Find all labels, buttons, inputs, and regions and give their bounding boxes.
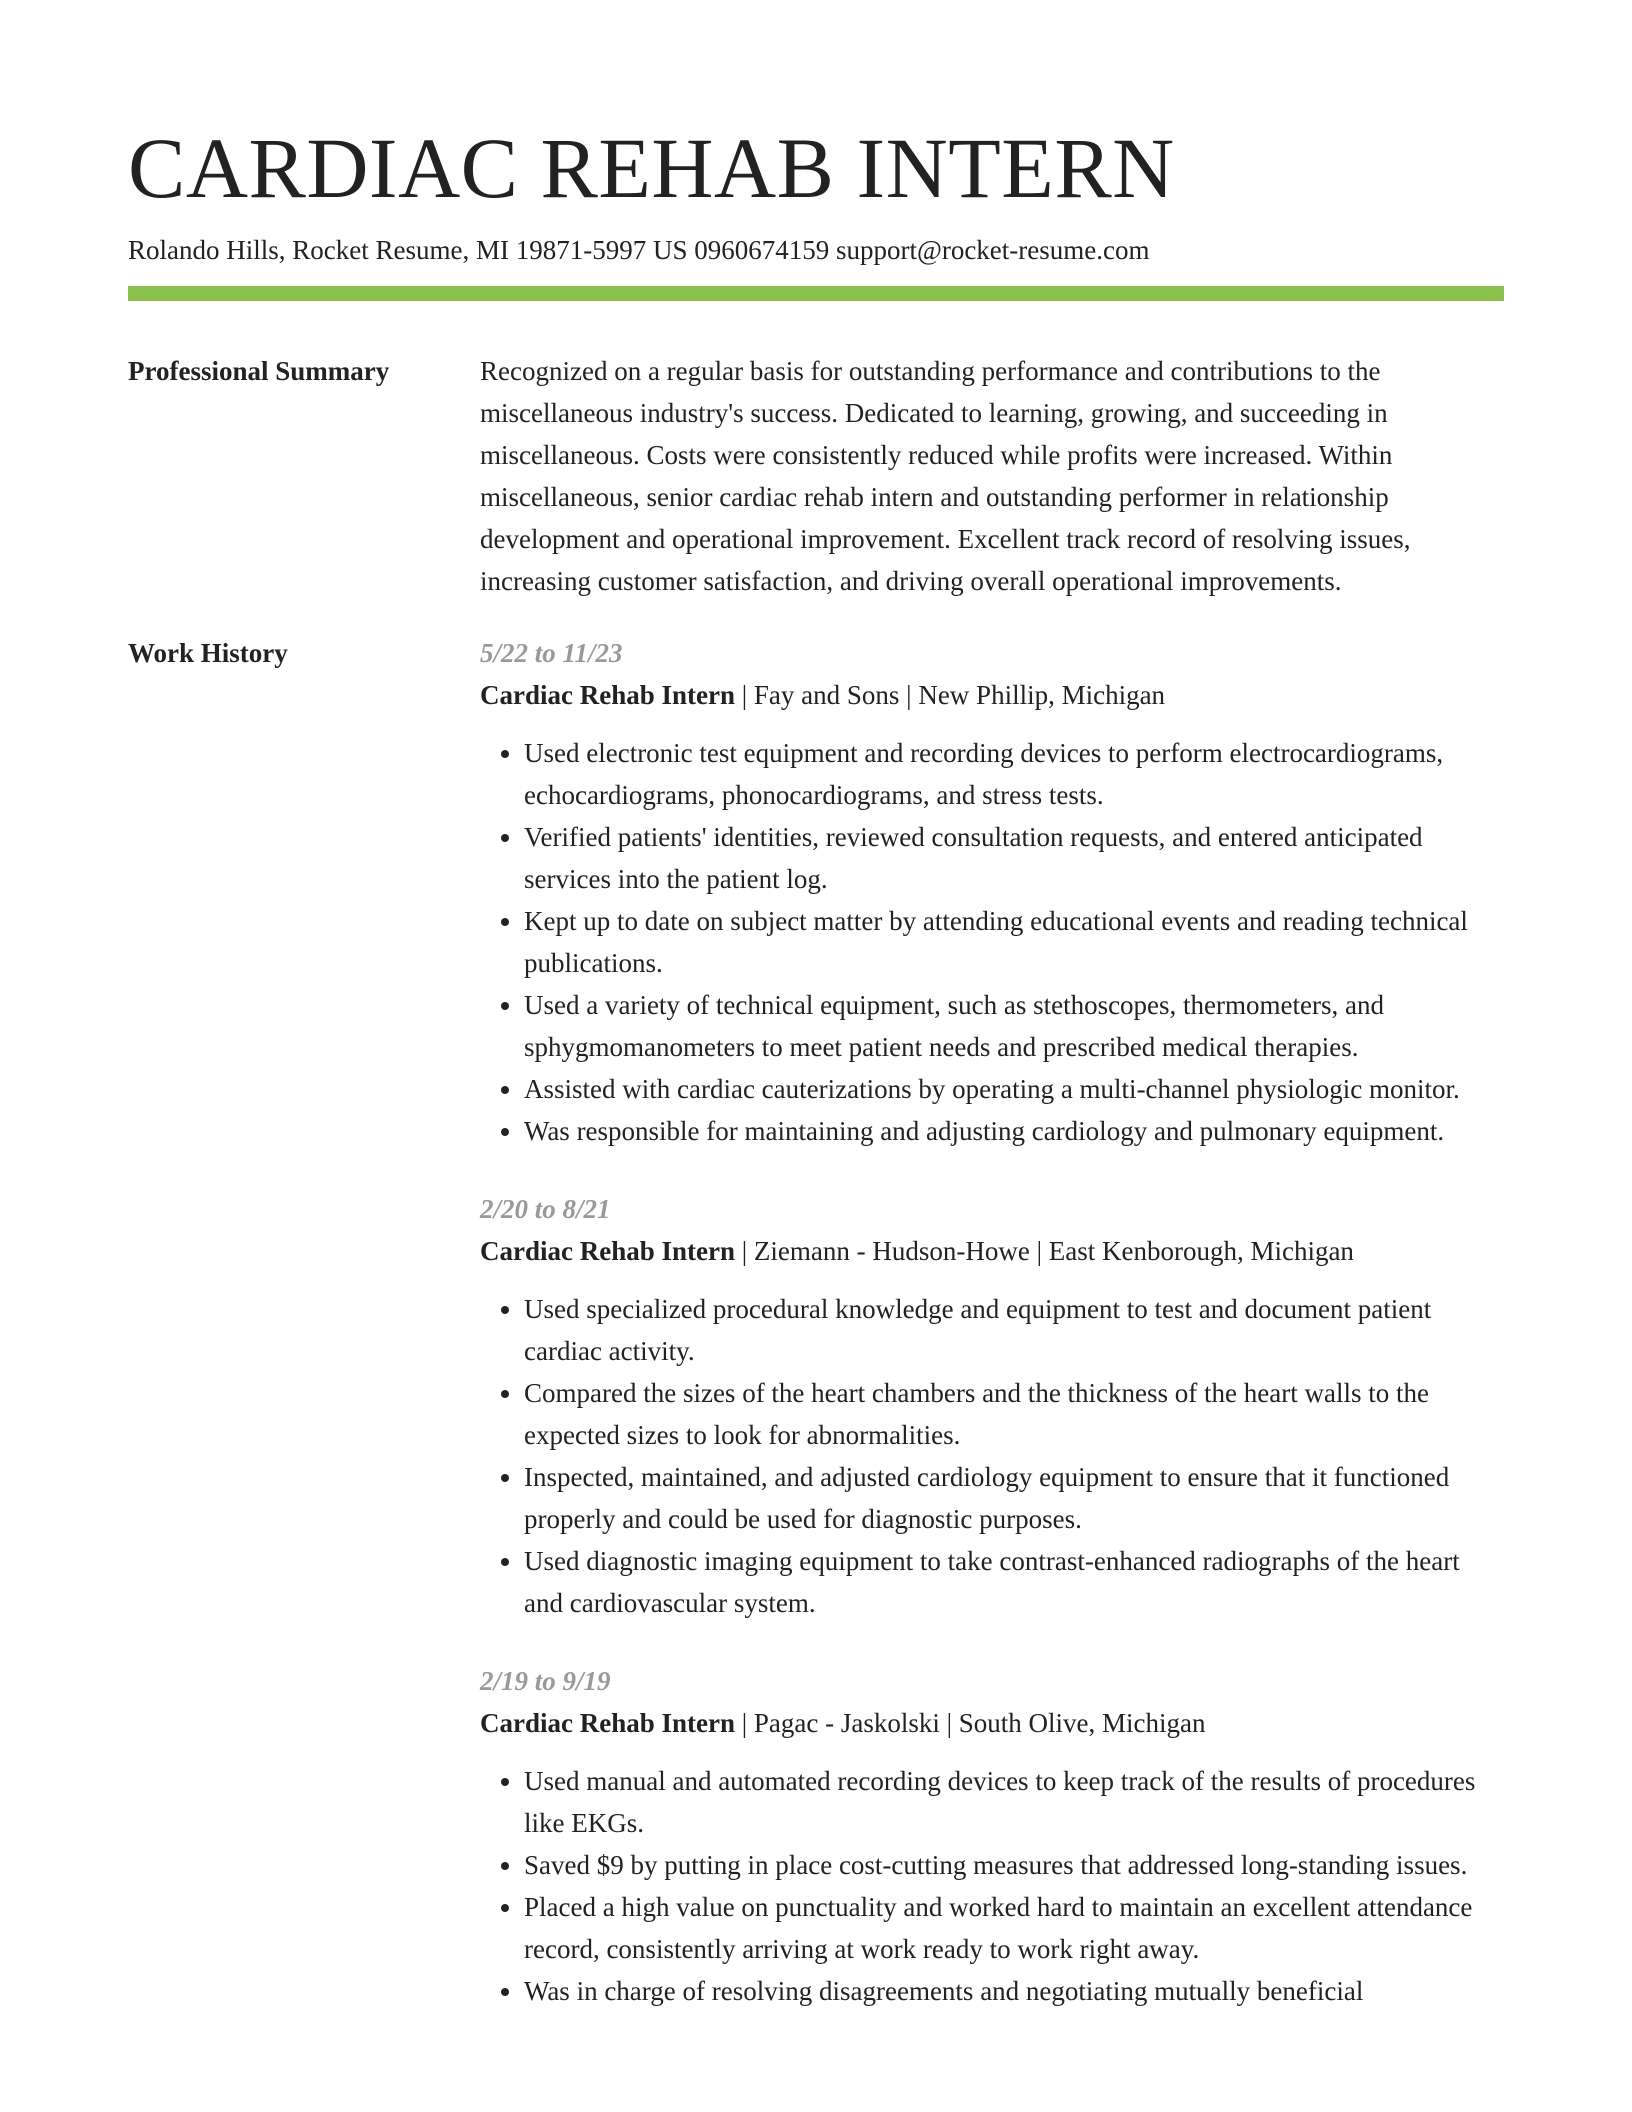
- job-bullet: • Verified patients' identities, reviewed consultation requests, and entered anticipated services into the patient log.: [524, 816, 1504, 900]
- job-details: | Fay and Sons | New Phillip, Michigan: [735, 680, 1166, 710]
- work-history-body: [480, 632, 1504, 2048]
- section-label-work-history: Work History: [128, 638, 288, 668]
- job-title: Cardiac Rehab Intern: [480, 680, 735, 710]
- section-label-summary: Professional Summary: [128, 356, 390, 386]
- candidate-name: CARDIAC REHAB INTERN: [128, 120, 1175, 216]
- job-bullet-list: [480, 732, 1504, 1152]
- job-bullet: • Kept up to date on subject matter by attending educational events and reading technical publications.: [524, 900, 1504, 984]
- job-details: | Ziemann - Hudson-Howe | East Kenborough, Michigan: [735, 1236, 1354, 1266]
- job-bullet: • Used a variety of technical equipment, such as stethoscopes, thermometers, and sphygmomanometers to meet patient needs and prescribed medical therapies.: [524, 984, 1504, 1068]
- job-bullet: • Assisted with cardiac cauterizations by operating a multi-channel physiologic monitor.: [524, 1068, 1504, 1110]
- job-bullet-list: [480, 1288, 1504, 1624]
- job-entry: [480, 632, 1504, 1152]
- job-bullet: • Used diagnostic imaging equipment to take contrast-enhanced radiographs of the heart and cardiovascular system.: [524, 1540, 1504, 1624]
- job-title-line: [480, 1702, 1504, 1744]
- job-details: | Pagac - Jaskolski | South Olive, Michigan: [735, 1708, 1206, 1738]
- job-entry: [480, 1660, 1504, 2012]
- job-title-line: [480, 674, 1504, 716]
- job-bullet: • Was in charge of resolving disagreements and negotiating mutually beneficial: [524, 1970, 1504, 2012]
- job-dates: 2/20 to 8/21: [480, 1194, 611, 1224]
- contact-line: Rolando Hills, Rocket Resume, MI 19871-5997 US 0960674159 support@rocket-resume.com: [128, 235, 1150, 265]
- job-bullet: • Was responsible for maintaining and adjusting cardiology and pulmonary equipment.: [524, 1110, 1504, 1152]
- job-bullet: • Used manual and automated recording devices to keep track of the results of procedures like EKGs.: [524, 1760, 1504, 1844]
- job-bullet: • Inspected, maintained, and adjusted cardiology equipment to ensure that it functioned properly and could be used for diagnostic purposes.: [524, 1456, 1504, 1540]
- job-bullet: • Used electronic test equipment and recording devices to perform electrocardiograms, echocardiograms, phonocardiograms, and stress tests.: [524, 732, 1504, 816]
- job-title: Cardiac Rehab Intern: [480, 1708, 735, 1738]
- job-bullet-list: [480, 1760, 1504, 2012]
- job-dates: 5/22 to 11/23: [480, 638, 623, 668]
- job-title: Cardiac Rehab Intern: [480, 1236, 735, 1266]
- summary-text: Recognized on a regular basis for outstanding performance and contributions to the miscellaneous industry's success. Dedicated to learning, growing, and succeeding in miscellaneous. Costs were consistently reduced while profits were increased. Within miscellaneous, senior cardiac rehab intern and outstanding performer in relationship development and operational improvement. Excellent track record of resolving issues, increasing customer satisfaction, and driving overall operational improvements.: [480, 356, 1411, 596]
- job-title-line: [480, 1230, 1504, 1272]
- job-bullet: • Saved $9 by putting in place cost-cutting measures that addressed long-standing issues.: [524, 1844, 1504, 1886]
- job-entry: [480, 1188, 1504, 1624]
- job-bullet: • Compared the sizes of the heart chambers and the thickness of the heart walls to the expected sizes to look for abnormalities.: [524, 1372, 1504, 1456]
- header-divider: [128, 286, 1504, 301]
- job-dates: 2/19 to 9/19: [480, 1666, 611, 1696]
- summary-body: [480, 350, 1504, 602]
- job-bullet: • Used specialized procedural knowledge and equipment to test and document patient cardiac activity.: [524, 1288, 1504, 1372]
- job-bullet: • Placed a high value on punctuality and worked hard to maintain an excellent attendance record, consistently arriving at work ready to work right away.: [524, 1886, 1504, 1970]
